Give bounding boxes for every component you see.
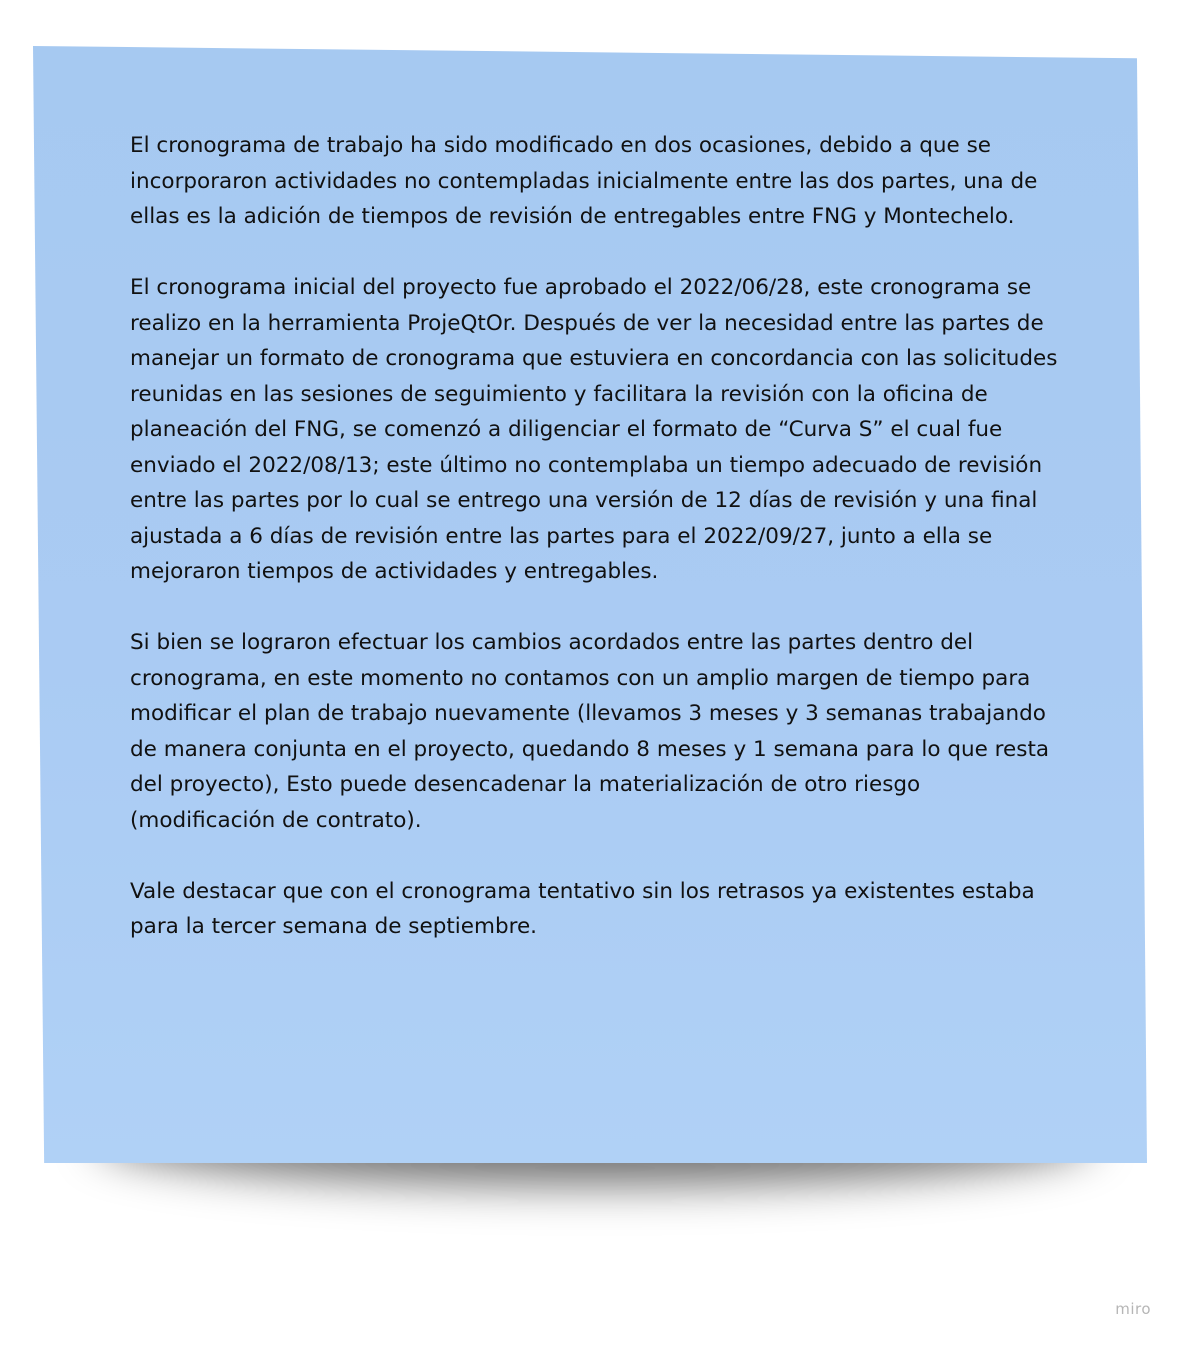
- note-paragraph-1: El cronograma de trabajo ha sido modificado en dos ocasiones, debido a que se incorporaron actividades no contempladas inicialmente entre las dos partes, una de ellas es la adición de tiempos de revisión de entregables entre FNG y Montechelo.: [130, 133, 1038, 229]
- miro-watermark: miro: [1115, 1300, 1151, 1318]
- note-paragraph-2: El cronograma inicial del proyecto fue aprobado el 2022/06/28, este cronograma se realizo en la herramienta ProjeQtOr. Después de ver la necesidad entre las partes de manejar un formato de cronograma que estuviera en concordancia con las solicitudes reunidas en las sesiones de seguimiento y facilitara la revisión con la oficina de planeación del FNG, se comenzó a diligenciar el formato de “Curva S” el cual fue enviado el 2022/08/13; este último no contemplaba un tiempo adecuado de revisión entre las partes por lo cual se entrego una versión de 12 días de revisión y una final ajustada a 6 días de revisión entre las partes para el 2022/09/27, junto a ella se mejoraron tiempos de actividades y entregables.: [130, 275, 1058, 584]
- note-paragraph-3: Si bien se lograron efectuar los cambios acordados entre las partes dentro del cronograma, en este momento no contamos con un amplio margen de tiempo para modificar el plan de trabajo nuevamente (llevamos 3 meses y 3 semanas trabajando de manera conjunta en el proyecto, quedando 8 meses y 1 semana para lo que resta del proyecto), Esto puede desencadenar la materialización de otro riesgo (modificación de contrato).: [130, 630, 1050, 833]
- note-paragraph-4: Vale destacar que con el cronograma tentativo sin los retrasos ya existentes estaba para la tercer semana de septiembre.: [130, 878, 1035, 939]
- sticky-note-text[interactable]: [130, 128, 1060, 980]
